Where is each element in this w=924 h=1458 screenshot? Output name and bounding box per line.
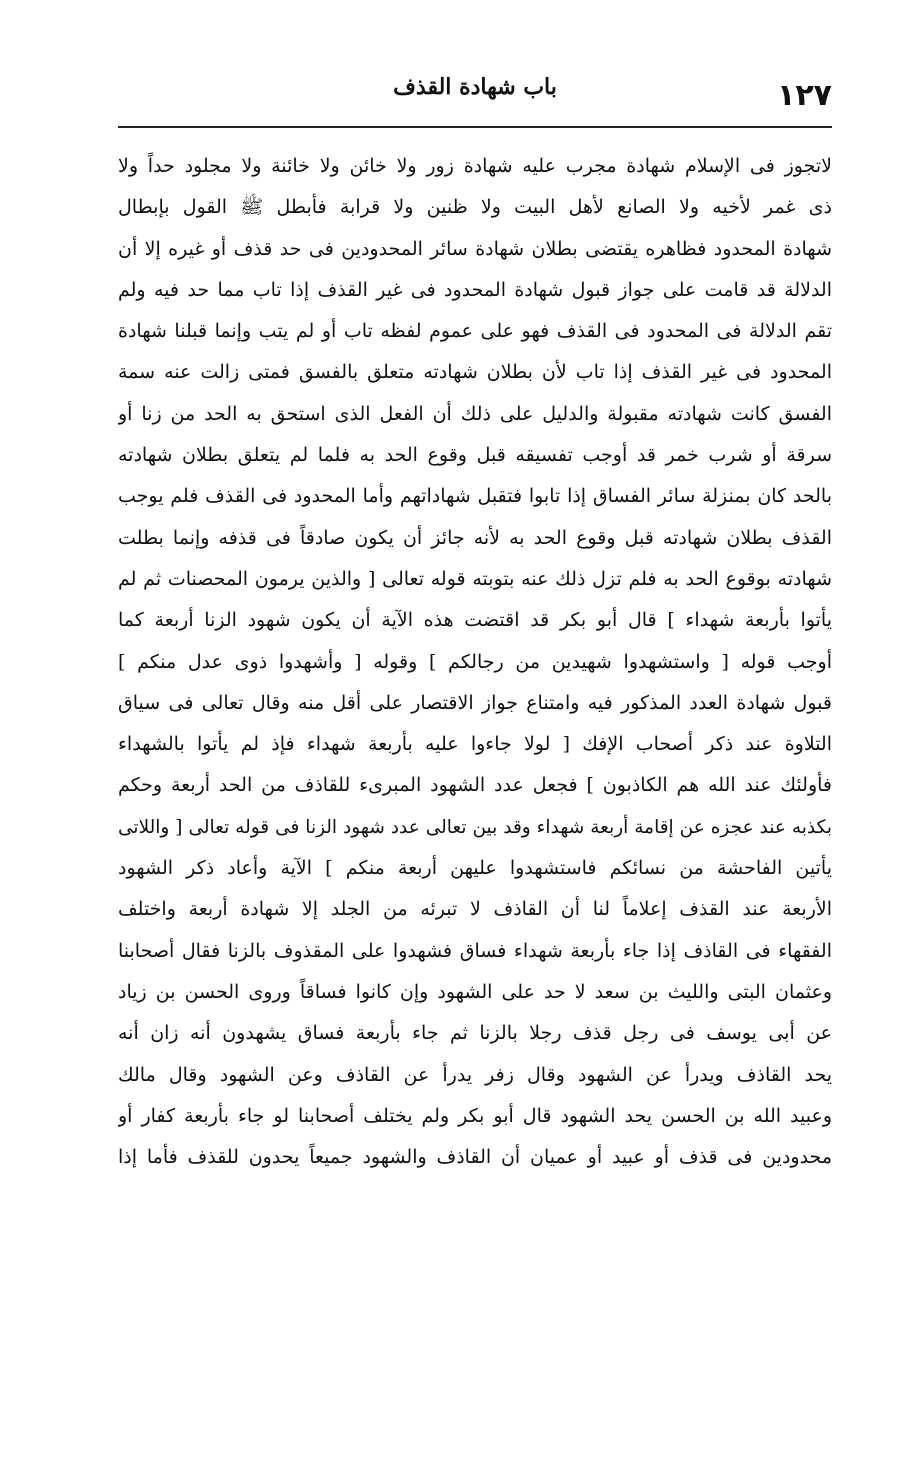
text-line: شهادة المحدود فظاهره يقتضى بطلان شهادة سائر المحدودين فى حد قذف أو غيره إلا أن xyxy=(118,237,832,260)
text-line: يأتوا بأربعة شهداء ] قال أبو بكر قد اقتضت هذه الآية أن يكون شهود الزنا أربعة كما xyxy=(118,609,832,632)
running-title: باب شهادة القذف xyxy=(393,74,557,100)
text-line: بكذبه عند عجزه عن إقامة أربعة شهداء وقد بين تعالى عدد شهود الزنا فى قوله تعالى [ واللاتى xyxy=(118,816,832,838)
text-line: المحدود فى غير القذف إذا تاب لأن بطلان شهادته متعلق بالفسق فمتى زالت عنه سمة xyxy=(118,361,832,384)
page-header xyxy=(118,72,832,128)
text-line: الأربعة عند القذف إعلاماً لنا أن القاذف لا تبرئه من الجلد إلا شهادة أربعة واختلف xyxy=(118,898,832,921)
text-line: تقم الدلالة فى المحدود فى القذف فهو على عموم لفظه تاب أو لم يتب وإنما قبلنا شهادة xyxy=(118,320,832,343)
header-rule xyxy=(118,126,832,128)
text-line: الفقهاء فى القاذف إذا جاء بأربعة شهداء فساق فشهدوا على المقذوف بالزنا فقال أصحابنا xyxy=(118,939,832,962)
text-line: لاتجوز فى الإسلام شهادة مجرب عليه شهادة زور ولا خائن ولا خائنة ولا مجلود حداً ولا xyxy=(118,155,832,177)
text-line: ذى غمر لأخيه ولا الصانع لأهل البيت ولا ظنين ولا قرابة فأبطل ﷺ القول بإبطال xyxy=(118,196,832,219)
body-text xyxy=(118,146,832,1178)
text-line: محدودين فى قذف أو عبيد أو عميان أن القاذف والشهود جميعاً يحدون للقذف فأما إذا xyxy=(118,1146,832,1169)
text-line: بالحد كان بمنزلة سائر الفساق إذا تابوا فتقبل شهاداتهم وأما المحدود فى القذف فلم يوجب xyxy=(118,485,832,508)
text-line: سرقة أو شرب خمر قد أوجب تفسيقه قبل وقوع الحد به فلما لم يتعلق بطلان شهادته xyxy=(118,444,832,467)
text-line: الدلالة قد قامت على جواز قبول شهادة المحدود فى غير القذف إذا تاب مما حد فيه ولم xyxy=(118,278,832,301)
text-line: الفسق كانت شهادته مقبولة والدليل على ذلك أن الفعل الذى استحق به الحد من زنا أو xyxy=(118,402,832,425)
text-line: وعبيد الله بن الحسن يحد الشهود قال أبو بكر ولم يختلف أصحابنا لو جاء بأربعة كفار أو xyxy=(118,1104,832,1127)
page-number: ١٢٧ xyxy=(777,78,832,113)
text-line: عن أبى يوسف فى رجل قذف رجلا بالزنا ثم جاء بأربعة فساق يشهدون أنه زان أنه xyxy=(118,1022,832,1045)
text-line: قبول شهادة العدد المذكور فيه وامتناع جواز الاقتصار على أقل منه وقال تعالى فى سياق xyxy=(118,691,832,714)
text-line: يأتين الفاحشة من نسائكم فاستشهدوا عليهن أربعة منكم ] الآية وأعاد ذكر الشهود xyxy=(118,857,832,880)
text-line: التلاوة عند ذكر أصحاب الإفك [ لولا جاءوا عليه بأربعة شهداء فإذ لم يأتوا بالشهداء xyxy=(118,733,832,756)
text-line: يحد القاذف ويدرأ عن الشهود وقال زفر يدرأ عن القاذف وعن الشهود وقال مالك xyxy=(118,1063,832,1086)
text-line: شهادته بوقوع الحد به فلم تزل ذلك عنه بتوبته قوله تعالى [ والذين يرمون المحصنات ثم لم xyxy=(118,567,832,590)
text-line: وعثمان البتى والليث بن سعد لا حد على الشهود وإن كانوا فساقاً وروى الحسن بن زياد xyxy=(118,980,832,1003)
text-line: أوجب قوله [ واستشهدوا شهيدين من رجالكم ] وقوله [ وأشهدوا ذوى عدل منكم ] xyxy=(118,650,832,673)
text-line: القذف بطلان شهادته قبل وقوع الحد به لأنه جائز أن يكون صادقاً فى قذفه وإنما بطلت xyxy=(118,526,832,549)
text-line: فأولئك عند الله هم الكاذبون ] فجعل عدد الشهود المبرىء للقاذف من الحد أربعة وحكم xyxy=(118,774,832,797)
